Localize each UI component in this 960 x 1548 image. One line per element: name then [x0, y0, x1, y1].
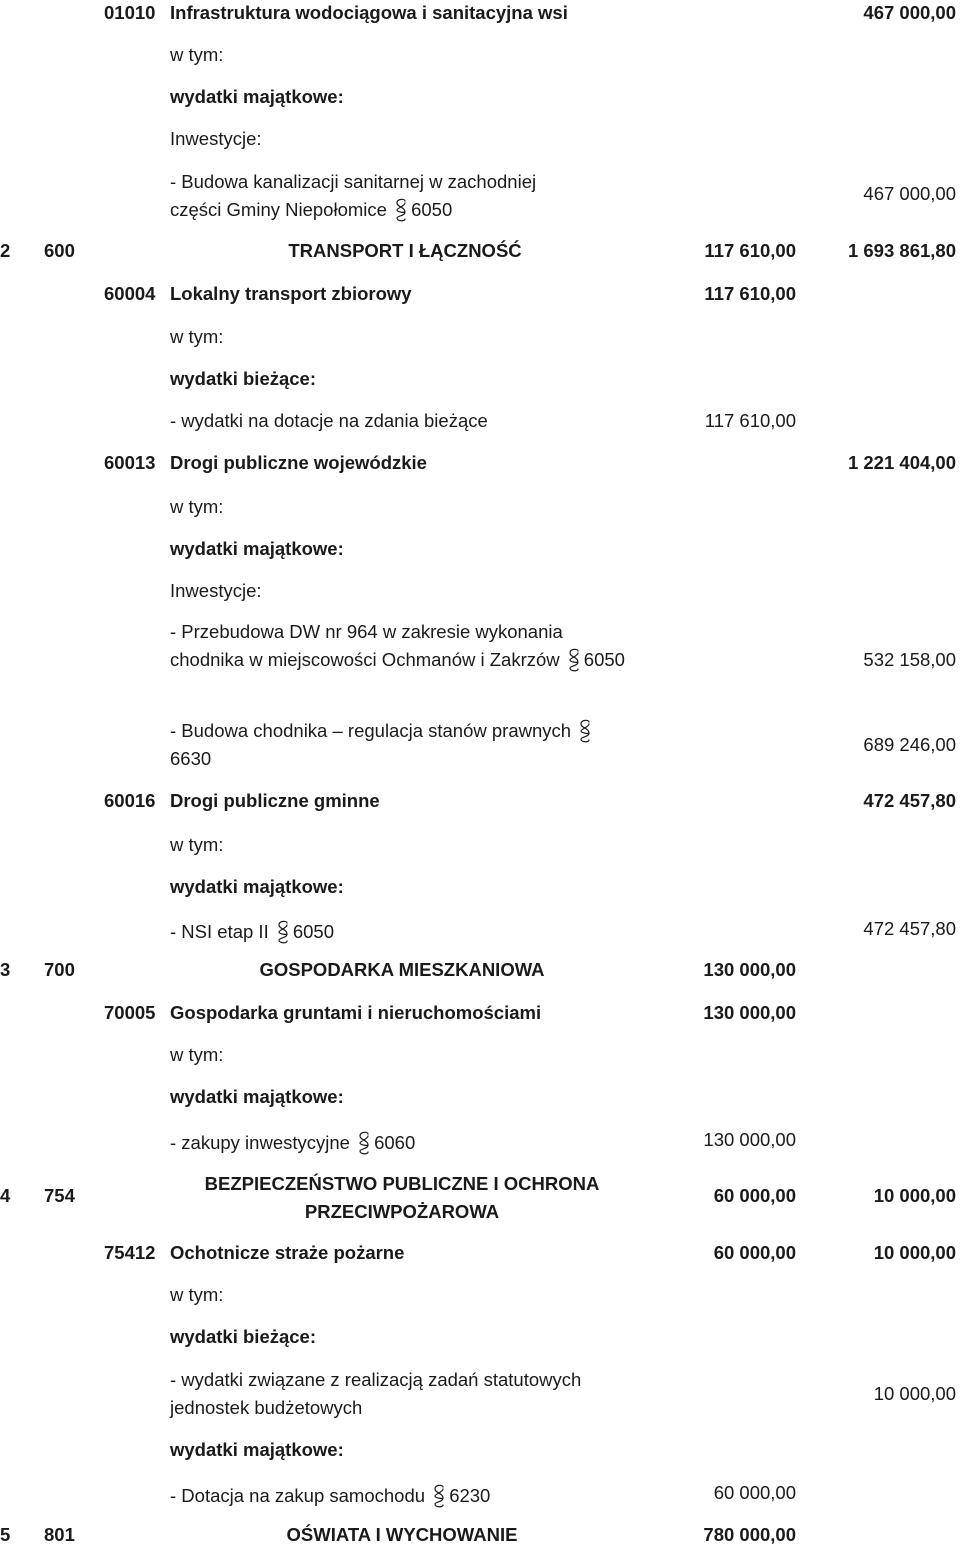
amount1-text: 130 000,00: [703, 1129, 796, 1150]
amount1-text: 780 000,00: [703, 1524, 796, 1545]
amount1-text: 130 000,00: [703, 1002, 796, 1023]
text-text: wydatki majątkowe:: [170, 1439, 344, 1460]
amount2-text: 10 000,00: [873, 1383, 956, 1404]
code-text: 70005: [104, 1002, 156, 1023]
amount-col1: [703, 1525, 796, 1545]
text: [170, 87, 344, 107]
amount1-text: 60 000,00: [713, 1242, 796, 1263]
desc: [170, 717, 630, 773]
code-text: 75412: [104, 1242, 156, 1263]
title: [170, 453, 427, 473]
section-sign-icon: [355, 1130, 373, 1156]
text: [170, 327, 223, 347]
title-text: OŚWIATA I WYCHOWANIE: [286, 1524, 518, 1545]
lp: [0, 1186, 10, 1206]
amount-col1: [704, 284, 796, 304]
amount2-text: 1 693 861,80: [847, 240, 956, 261]
amount-col2: [863, 650, 956, 670]
desc: [170, 1483, 490, 1509]
code-text: 60016: [104, 790, 156, 811]
text-text: w tym:: [170, 1284, 224, 1305]
amount1-text: 117 610,00: [704, 240, 796, 261]
section-code: 6050: [411, 199, 453, 220]
amount2-text: 532 158,00: [863, 649, 956, 670]
lp: [0, 960, 10, 980]
amount-col1: [714, 1483, 796, 1503]
amount2-text: 472 457,80: [863, 790, 956, 811]
text: [170, 835, 223, 855]
title-text: Drogi publiczne gminne: [170, 790, 380, 811]
title: [202, 960, 602, 980]
amount-col2: [874, 1384, 956, 1404]
title-text: GOSPODARKA MIESZKANIOWA: [259, 959, 545, 980]
amount1-text: 60 000,00: [713, 1482, 796, 1503]
section-code: 6230: [449, 1485, 491, 1506]
amount-col2: [863, 3, 956, 23]
text: [170, 1045, 223, 1065]
text: [170, 129, 262, 149]
code-text: 60013: [104, 452, 156, 473]
amount-col2: [874, 1186, 956, 1206]
amount-col1: [704, 241, 796, 261]
title-text: TRANSPORT I ŁĄCZNOŚĆ: [288, 240, 522, 261]
text-text: wydatki majątkowe:: [170, 876, 344, 897]
lp-text: 5: [0, 1524, 11, 1545]
dzial-text: 700: [44, 959, 75, 980]
text: [170, 497, 223, 517]
desc: [170, 1366, 640, 1422]
section-code: 6050: [583, 649, 625, 670]
amount-col2: [874, 1243, 956, 1263]
code: [104, 1003, 155, 1023]
text: [170, 369, 316, 389]
amount-col1: [714, 1243, 796, 1263]
title: [230, 241, 580, 261]
code: [104, 791, 155, 811]
amount-col2: [863, 184, 956, 204]
text-text: w tym:: [170, 834, 224, 855]
code: [104, 453, 155, 473]
title-text: Infrastruktura wodociągowa i sanitacyjna wsi: [170, 2, 568, 23]
lp-text: 3: [0, 959, 11, 980]
dzial-text: 600: [44, 240, 75, 261]
title-text: Drogi publiczne wojewódzkie: [170, 452, 427, 473]
text: [170, 539, 344, 559]
amount-col1: [703, 960, 796, 980]
amount1-text: 117 610,00: [704, 410, 796, 431]
lp: [0, 1525, 10, 1545]
title: [170, 791, 380, 811]
text-text: w tym:: [170, 496, 224, 517]
desc-text: - wydatki na dotacje na zdania bieżące: [170, 410, 488, 431]
amount-col1: [705, 411, 796, 431]
dzial-text: 754: [44, 1185, 75, 1206]
amount2-text: 10 000,00: [873, 1185, 956, 1206]
lp-text: 4: [0, 1185, 11, 1206]
amount1-text: 130 000,00: [703, 959, 796, 980]
code-text: 60004: [104, 283, 156, 304]
title-text: Ochotnicze straże pożarne: [170, 1242, 405, 1263]
text-text: w tym:: [170, 1044, 224, 1065]
dzial: [44, 1186, 75, 1206]
amount-col1: [703, 1130, 796, 1150]
desc: [170, 411, 488, 431]
amount2-text: 472 457,80: [863, 918, 956, 939]
desc-text: - NSI etap II: [170, 921, 269, 942]
amount1-text: 60 000,00: [713, 1185, 796, 1206]
amount2-text: 467 000,00: [863, 2, 956, 23]
code: [104, 284, 155, 304]
title-text: Gospodarka gruntami i nieruchomościami: [170, 1002, 542, 1023]
amount-col1: [703, 1003, 796, 1023]
amount-col2: [848, 241, 956, 261]
amount-col2: [863, 791, 956, 811]
text-text: wydatki bieżące:: [170, 368, 317, 389]
text-text: wydatki majątkowe:: [170, 1086, 344, 1107]
title: [170, 1003, 541, 1023]
title: [172, 1170, 632, 1226]
desc: [170, 618, 630, 674]
title: [170, 284, 412, 304]
amount2-text: 467 000,00: [863, 183, 956, 204]
amount2-text: 689 246,00: [863, 734, 956, 755]
desc-text: - Budowa chodnika – regulacja stanów prawnych: [170, 720, 572, 741]
text-text: w tym:: [170, 326, 224, 347]
desc-text: - Przebudowa DW nr 964 w zakresie wykonania chodnika w miejscowości Ochmanów i Zakrzów: [170, 621, 563, 670]
code: [104, 1243, 155, 1263]
desc-text: - wydatki związane z realizacją zadań statutowych jednostek budżetowych: [170, 1369, 582, 1418]
text: [170, 1285, 223, 1305]
text-text: w tym:: [170, 44, 224, 65]
dzial: [44, 960, 75, 980]
desc: [170, 919, 334, 945]
section-sign-icon: [392, 197, 410, 223]
code: [104, 3, 155, 23]
dzial: [44, 241, 75, 261]
text: [170, 877, 344, 897]
section-code: 6630: [170, 748, 212, 769]
text-text: wydatki majątkowe:: [170, 538, 344, 559]
code-text: 01010: [104, 2, 156, 23]
amount-col2: [863, 919, 956, 939]
amount1-text: 117 610,00: [704, 283, 796, 304]
title-text: Lokalny transport zbiorowy: [170, 283, 412, 304]
text: [170, 1327, 316, 1347]
section-code: 6060: [374, 1132, 416, 1153]
text-text: wydatki majątkowe:: [170, 86, 344, 107]
amount2-text: 10 000,00: [873, 1242, 956, 1263]
section-sign-icon: [576, 718, 594, 744]
amount-col2: [863, 735, 956, 755]
amount-col1: [714, 1186, 796, 1206]
text: [170, 1087, 344, 1107]
text: [170, 581, 262, 601]
text-text: Inwestycje:: [170, 128, 262, 149]
desc: [170, 168, 590, 224]
desc-text: - Dotacja na zakup samochodu: [170, 1485, 426, 1506]
title-text: BEZPIECZEŃSTWO PUBLICZNE I OCHRONA PRZECIWPOŻAROWA: [204, 1173, 600, 1222]
section-sign-icon: [274, 919, 292, 945]
desc-text: - zakupy inwestycyjne: [170, 1132, 350, 1153]
text-text: wydatki bieżące:: [170, 1326, 317, 1347]
dzial-text: 801: [44, 1524, 75, 1545]
desc-text: - Budowa kanalizacji sanitarnej w zachodniej części Gminy Niepołomice: [170, 171, 537, 220]
section-sign-icon: [430, 1483, 448, 1509]
amount2-text: 1 221 404,00: [847, 452, 956, 473]
title: [252, 1525, 552, 1545]
text: [170, 45, 223, 65]
lp: [0, 241, 10, 261]
title: [170, 3, 568, 23]
amount-col2: [848, 453, 956, 473]
text: [170, 1440, 344, 1460]
section-sign-icon: [565, 647, 583, 673]
lp-text: 2: [0, 240, 11, 261]
section-code: 6050: [292, 921, 335, 942]
title: [170, 1243, 404, 1263]
desc: [170, 1130, 415, 1156]
text-text: Inwestycje:: [170, 580, 262, 601]
dzial: [44, 1525, 75, 1545]
